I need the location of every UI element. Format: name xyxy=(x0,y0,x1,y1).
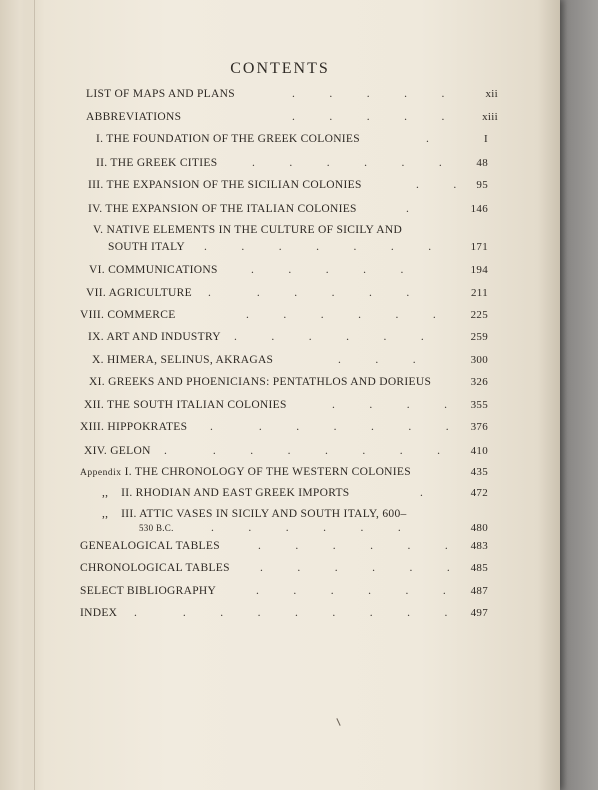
toc-entry-chapter-5 xyxy=(93,222,488,238)
leader-dots: . . xyxy=(416,179,457,191)
leader-dots: . . . . . . . . . xyxy=(134,607,448,619)
page-number: 497 xyxy=(470,607,488,619)
page-number: 355 xyxy=(470,399,488,411)
leader-dots: . . . xyxy=(338,354,416,366)
page-number: 410 xyxy=(470,445,488,457)
entry-label: ABBREVIATIONS xyxy=(86,111,182,123)
leader-dots: . . . . . . . . xyxy=(164,445,440,457)
toc-entry-chapter-11 xyxy=(89,374,488,390)
toc-entry-abbreviations xyxy=(86,109,498,125)
leader-dots: . . . . . . xyxy=(256,585,446,597)
leader-dots: . . . . . . xyxy=(252,157,442,169)
toc-entry-chapter-13 xyxy=(80,419,488,435)
leader-dots: . . . . . . xyxy=(211,522,401,534)
toc-entry-appendix-1 xyxy=(80,464,488,480)
toc-entry-chapter-7 xyxy=(86,285,488,301)
toc-entry-chapter-5-cont xyxy=(108,239,488,255)
leader-dots: . . . . . xyxy=(251,264,404,276)
entry-label: III. ATTIC VASES IN SICILY AND SOUTH ITALY, 600– xyxy=(121,508,407,520)
entry-label: I. THE FOUNDATION OF THE GREEK COLONIES xyxy=(96,133,360,145)
toc-entry-appendix-3-cont xyxy=(139,520,488,536)
entry-label: INDEX xyxy=(80,607,118,619)
entry-label: V. NATIVE ELEMENTS IN THE CULTURE OF SICILY AND xyxy=(93,224,403,236)
toc-entry-chapter-6 xyxy=(89,262,488,278)
entry-label: I. THE CHRONOLOGY OF THE WESTERN COLONIES xyxy=(124,466,411,478)
entry-label: GENEALOGICAL TABLES xyxy=(80,540,220,552)
page-number: 171 xyxy=(470,241,488,253)
leader-dots: . . . . . . xyxy=(258,540,448,552)
toc-entry-index xyxy=(80,605,488,621)
entry-label: X. HIMERA, SELINUS, AKRAGAS xyxy=(92,354,274,366)
entry-label: XIII. HIPPOKRATES xyxy=(80,421,188,433)
appendix-prefix: Appendix xyxy=(80,468,122,478)
entry-label-continued: 530 B.C. xyxy=(139,523,174,533)
toc-entry-chapter-14 xyxy=(84,443,488,459)
toc-entry-chronological-tables xyxy=(80,560,488,576)
entry-label: IV. THE EXPANSION OF THE ITALIAN COLONIES xyxy=(88,203,357,215)
leader-dots: . . . . . . . xyxy=(210,421,449,433)
entry-label: VI. COMMUNICATIONS xyxy=(89,264,218,276)
page-number: I xyxy=(484,133,488,145)
entry-label: SELECT BIBLIOGRAPHY xyxy=(80,585,217,597)
toc-entry-chapter-2 xyxy=(96,155,488,171)
entry-label: VII. AGRICULTURE xyxy=(86,287,192,299)
ditto-mark: ,, xyxy=(102,487,109,499)
toc-entry-chapter-8 xyxy=(80,307,488,323)
leader-dots: . . . . . . xyxy=(246,309,436,321)
page-number: 259 xyxy=(470,331,488,343)
entry-label: CHRONOLOGICAL TABLES xyxy=(80,562,230,574)
toc-entry-appendix-2 xyxy=(102,485,488,501)
page-number: 146 xyxy=(470,203,488,215)
page-number: 326 xyxy=(470,376,488,388)
leader-dots: . . . . . . xyxy=(234,331,424,343)
leader-dots: . xyxy=(426,133,429,145)
page-number: 487 xyxy=(470,585,488,597)
page-number: 485 xyxy=(470,562,488,574)
page-number: 472 xyxy=(470,487,488,499)
leader-dots: . . . . . xyxy=(292,111,445,123)
toc-entry-chapter-12 xyxy=(84,397,488,413)
leader-dots: . . . . . xyxy=(292,88,445,100)
entry-label: XII. THE SOUTH ITALIAN COLONIES xyxy=(84,399,287,411)
toc-entry-select-bibliography xyxy=(80,583,488,599)
entry-label: XIV. GELON xyxy=(84,445,151,457)
page-number: 95 xyxy=(476,179,488,191)
entry-label-continued: SOUTH ITALY xyxy=(108,241,185,253)
toc-entry-genealogical-tables xyxy=(80,538,488,554)
entry-label: II. THE GREEK CITIES xyxy=(96,157,218,169)
page-number: 300 xyxy=(470,354,488,366)
page-number: 48 xyxy=(476,157,488,169)
toc-entry-chapter-3 xyxy=(88,177,488,193)
page-number: xiii xyxy=(482,111,498,123)
leader-dots: . . . . . . xyxy=(208,287,410,299)
toc-entry-chapter-1 xyxy=(96,131,488,147)
entry-label: II. RHODIAN AND EAST GREEK IMPORTS xyxy=(121,487,350,499)
page-number: 194 xyxy=(470,264,488,276)
toc-entry-list-of-maps xyxy=(86,86,498,102)
page-number: 435 xyxy=(470,466,488,478)
ditto-mark: ,, xyxy=(102,508,109,520)
entry-label: VIII. COMMERCE xyxy=(80,309,176,321)
page-number: 225 xyxy=(470,309,488,321)
entry-label: LIST OF MAPS AND PLANS xyxy=(86,88,235,100)
page-number: 483 xyxy=(470,540,488,552)
leader-dots: . xyxy=(406,203,409,215)
page-number: 376 xyxy=(470,421,488,433)
page-number: 480 xyxy=(470,522,488,534)
page-number: 211 xyxy=(471,287,488,299)
toc-entry-chapter-10 xyxy=(92,352,488,368)
toc-entry-chapter-9 xyxy=(88,329,488,345)
leader-dots: . . . . . . . xyxy=(204,241,432,253)
entry-label: III. THE EXPANSION OF THE SICILIAN COLONIES xyxy=(88,179,362,191)
entry-label: IX. ART AND INDUSTRY xyxy=(88,331,221,343)
leader-dots: . . . . xyxy=(332,399,447,411)
page-title: CONTENTS xyxy=(230,60,330,77)
toc-entry-chapter-4 xyxy=(88,201,488,217)
page-number: xii xyxy=(485,88,498,100)
leader-dots: . xyxy=(420,487,423,499)
entry-label: XI. GREEKS AND PHOENICIANS: PENTATHLOS AND DORIEUS xyxy=(89,376,432,388)
leader-dots: . . . . . . xyxy=(260,562,450,574)
